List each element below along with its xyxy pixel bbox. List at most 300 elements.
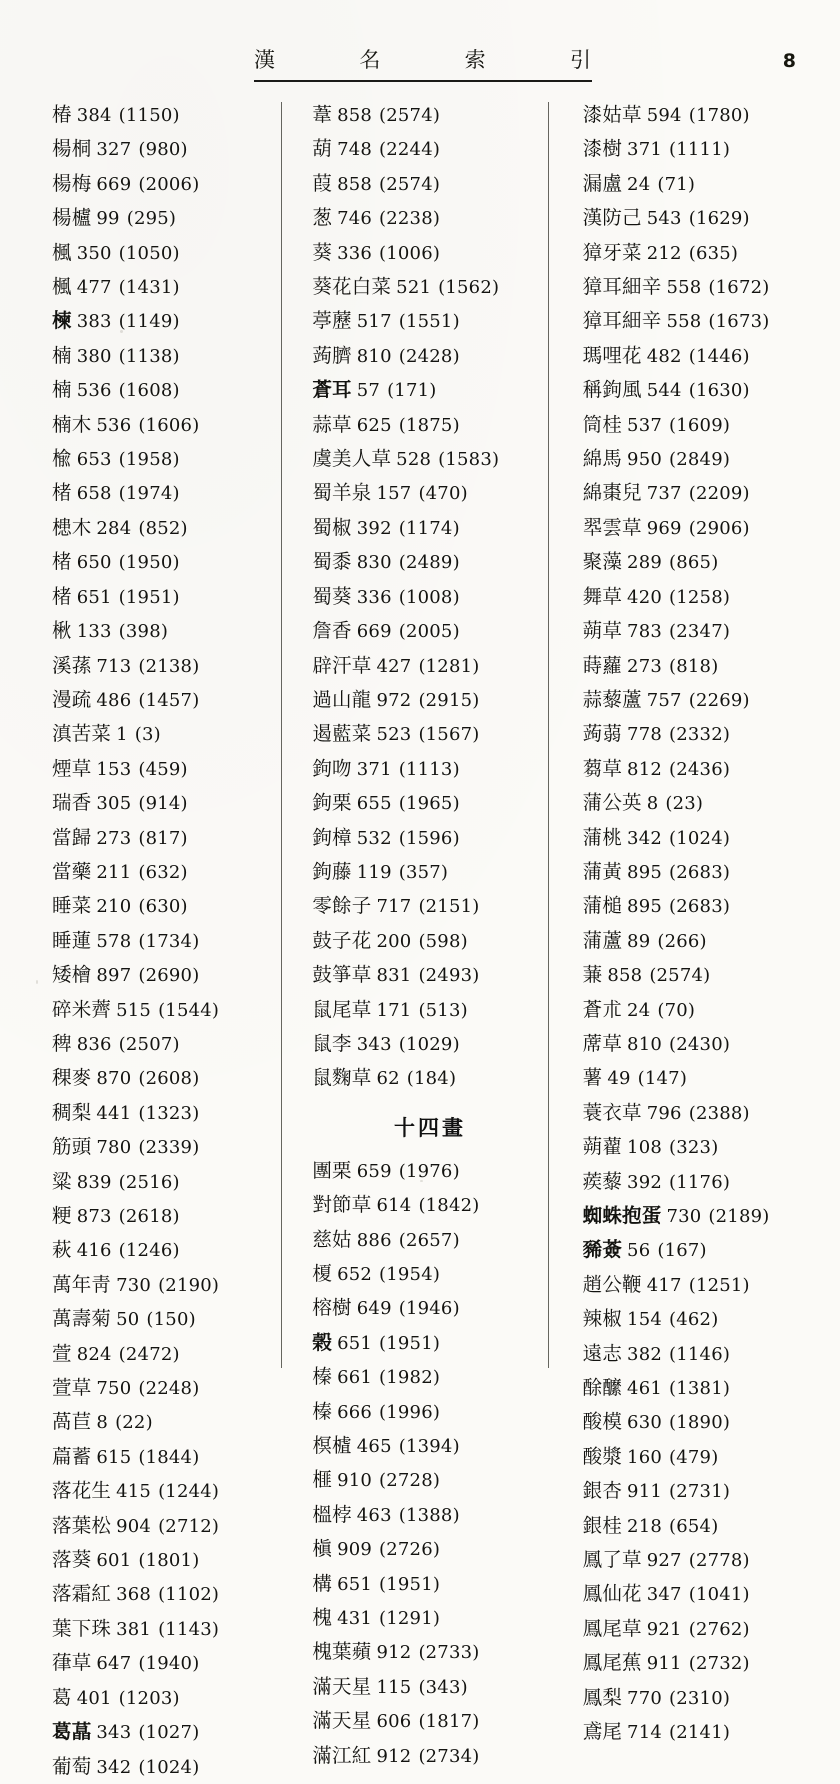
entry-reference-number: (1246): [118, 1240, 180, 1262]
index-entry: [583, 958, 814, 992]
entry-page-number: 839: [76, 1171, 112, 1193]
entry-reference-number: (1844): [138, 1446, 200, 1468]
entry-term: 構: [312, 1571, 333, 1595]
index-entry: [312, 1739, 547, 1773]
entry-reference-number: (2731): [669, 1481, 731, 1503]
entry-page-number: 904: [116, 1515, 152, 1537]
entry-term: 蒟蒻: [582, 722, 623, 746]
entry-page-number: 431: [337, 1608, 373, 1630]
entry-reference-number: (2489): [398, 552, 460, 574]
index-entry: [583, 236, 814, 270]
entry-page-number: 24: [627, 173, 651, 195]
entry-term: 蒴藋: [582, 1135, 623, 1159]
entry-page-number: 653: [76, 449, 112, 471]
entry-reference-number: (1388): [398, 1504, 460, 1526]
entry-term: 落花生: [52, 1479, 112, 1503]
index-entry: [583, 1027, 814, 1061]
entry-page-number: 606: [376, 1711, 412, 1733]
entry-page-number: 371: [356, 758, 392, 780]
entry-page-number: 342: [627, 827, 663, 849]
index-entry: [583, 132, 814, 166]
index-entry: [583, 1199, 814, 1233]
entry-page-number: 482: [646, 345, 682, 367]
entry-term: 獐耳細辛: [582, 275, 662, 299]
entry-term: 萩: [52, 1238, 72, 1262]
entry-term: 落霜紅: [52, 1582, 112, 1606]
index-entry: [583, 1440, 814, 1474]
entry-reference-number: (1457): [138, 689, 200, 711]
entry-term: 楠木: [52, 412, 92, 436]
entry-reference-number: (266): [657, 930, 707, 952]
index-entry: [312, 1463, 547, 1497]
entry-reference-number: (2733): [418, 1642, 480, 1664]
entry-term: 蜀椒: [312, 515, 352, 539]
index-column-3: [549, 98, 814, 1744]
entry-page-number: 661: [337, 1367, 373, 1389]
entry-page-number: 381: [116, 1618, 152, 1640]
index-entry: [52, 1405, 281, 1439]
index-entry: [52, 1509, 281, 1543]
entry-term: 蜀黍: [312, 550, 352, 574]
index-entry: [583, 1268, 814, 1302]
entry-page-number: 873: [76, 1206, 112, 1227]
page-header: [26, 38, 814, 84]
entry-page-number: 415: [116, 1481, 152, 1503]
entry-reference-number: (2726): [379, 1539, 441, 1561]
entry-page-number: 392: [627, 1171, 663, 1193]
entry-reference-number: (1111): [669, 139, 731, 161]
index-entry: [312, 236, 547, 270]
entry-page-number: 810: [356, 345, 392, 367]
entry-page-number: 1: [116, 724, 128, 746]
entry-term: 當藥: [52, 859, 92, 883]
entry-reference-number: (630): [138, 896, 188, 918]
entry-page-number: 630: [627, 1412, 663, 1434]
entry-reference-number: (1974): [118, 483, 180, 505]
entry-term: 滿天星: [312, 1709, 372, 1733]
entry-reference-number: (295): [126, 208, 177, 230]
index-entry: [52, 442, 281, 476]
entry-term: 鼠尾草: [312, 997, 372, 1021]
index-entry: [52, 1715, 281, 1749]
index-entry: [583, 1337, 814, 1371]
entry-reference-number: (1734): [138, 930, 200, 952]
header-char-3: 索: [464, 48, 487, 72]
entry-term: 稞麥: [52, 1066, 92, 1090]
index-entry: [583, 442, 814, 476]
entry-page-number: 8: [646, 793, 659, 815]
entry-term: 漏盧: [582, 171, 623, 195]
index-entry: [52, 683, 281, 717]
entry-term: 楸: [52, 619, 72, 643]
index-entry: [312, 821, 547, 855]
entry-reference-number: (1150): [118, 105, 180, 126]
entry-page-number: 273: [627, 655, 663, 677]
entry-page-number: 8: [96, 1412, 109, 1434]
index-entry: [583, 545, 814, 579]
index-entry: [52, 167, 281, 201]
index-entry: [583, 1543, 814, 1577]
entry-page-number: 157: [376, 483, 412, 505]
entry-page-number: 350: [76, 242, 112, 264]
entry-term: 團栗: [312, 1158, 352, 1182]
entry-page-number: 836: [76, 1033, 112, 1055]
index-entry: [583, 1612, 814, 1646]
entry-reference-number: (462): [669, 1309, 719, 1331]
entry-reference-number: (71): [657, 173, 696, 195]
entry-term: 蒜草: [312, 412, 352, 436]
index-entry: [312, 339, 547, 373]
entry-page-number: 200: [376, 930, 412, 952]
entry-reference-number: (1875): [398, 414, 460, 436]
entry-term: 萱: [52, 1341, 72, 1365]
index-entry: [52, 993, 281, 1027]
entry-term: 楓: [52, 275, 72, 299]
index-entry: [52, 1681, 281, 1715]
index-entry: [312, 1360, 547, 1394]
index-entry: [52, 614, 281, 648]
entry-reference-number: (2734): [418, 1745, 480, 1767]
entry-reference-number: (70): [657, 999, 696, 1021]
index-entry: [583, 1646, 814, 1680]
index-entry: [312, 889, 547, 923]
index-entry: [583, 614, 814, 648]
entry-term: 蒲公英: [582, 791, 642, 815]
index-entry: [312, 373, 547, 407]
entry-reference-number: (1801): [138, 1550, 200, 1572]
entry-reference-number: (2436): [669, 758, 731, 780]
entry-reference-number: (1996): [379, 1401, 441, 1423]
entry-term: 蒜藜蘆: [582, 687, 642, 711]
index-entry: [583, 717, 814, 751]
entry-term: 鳳尾蕉: [582, 1651, 642, 1675]
entry-reference-number: (357): [398, 861, 449, 883]
entry-page-number: 427: [376, 655, 412, 677]
index-entry: [52, 1302, 281, 1336]
entry-term: 榛: [312, 1399, 333, 1423]
entry-page-number: 273: [96, 827, 132, 849]
entry-term: 落葉松: [52, 1513, 112, 1537]
page-number: 8: [782, 50, 796, 72]
index-entry: [583, 1405, 814, 1439]
entry-reference-number: (914): [138, 793, 188, 815]
entry-page-number: 870: [96, 1068, 132, 1090]
entry-reference-number: (1609): [669, 414, 731, 436]
entry-reference-number: (2347): [669, 621, 731, 643]
entry-term: 楊櫨: [52, 206, 92, 230]
entry-reference-number: (1780): [688, 105, 750, 126]
index-entry: [312, 752, 547, 786]
entry-reference-number: (2608): [138, 1068, 200, 1090]
entry-term: 萹蓄: [52, 1444, 92, 1468]
entry-term: 酸漿: [582, 1444, 623, 1468]
section-heading: 十四畫: [394, 1115, 466, 1140]
entry-reference-number: (2657): [398, 1229, 460, 1251]
index-entry: [52, 1750, 281, 1784]
entry-page-number: 558: [666, 277, 702, 299]
entry-term: 葫: [312, 137, 333, 161]
entry-term: 楊梅: [52, 171, 92, 195]
entry-reference-number: (2493): [418, 965, 480, 987]
entry-page-number: 858: [607, 965, 643, 987]
entry-page-number: 89: [627, 930, 651, 952]
index-entry: [52, 786, 281, 820]
entry-term: 煙草: [52, 756, 92, 780]
index-entry: [312, 1635, 547, 1669]
entry-term: 鳳尾草: [582, 1616, 642, 1640]
entry-term: 葵: [312, 240, 333, 264]
entry-page-number: 49: [607, 1068, 631, 1090]
entry-term: 鳳了草: [582, 1548, 642, 1572]
entry-term: 漆樹: [582, 137, 623, 161]
index-entry: [583, 889, 814, 923]
entry-reference-number: (1950): [118, 552, 180, 574]
entry-term: 稠梨: [52, 1100, 92, 1124]
entry-reference-number: (343): [418, 1676, 468, 1698]
entry-term: 榧: [312, 1468, 333, 1492]
entry-term: 榖: [312, 1330, 333, 1354]
entry-term: 萬年靑: [52, 1272, 112, 1296]
entry-term: 翆雲草: [582, 515, 642, 539]
index-entry: [52, 1371, 281, 1405]
index-entry: [52, 373, 281, 407]
entry-reference-number: (23): [665, 793, 704, 815]
index-entry: [583, 1061, 814, 1095]
entry-reference-number: (2209): [688, 483, 750, 505]
entry-term: 葎草: [52, 1651, 92, 1675]
entry-page-number: 133: [76, 621, 112, 643]
index-entry: [312, 1429, 547, 1463]
index-entry: [583, 167, 814, 201]
entry-reference-number: (2332): [669, 724, 731, 746]
entry-term: 鉤吻: [312, 756, 352, 780]
entry-term: 葱: [312, 206, 333, 230]
header-title: [254, 44, 592, 74]
entry-page-number: 730: [116, 1274, 152, 1296]
entry-reference-number: (1596): [398, 827, 460, 849]
entry-page-number: 911: [646, 1653, 682, 1675]
entry-page-number: 780: [96, 1137, 132, 1159]
entry-reference-number: (184): [406, 1068, 457, 1090]
index-entry: [312, 1567, 547, 1601]
entry-reference-number: (1567): [418, 724, 480, 746]
entry-page-number: 969: [646, 517, 682, 539]
entry-page-number: 515: [116, 999, 152, 1021]
index-entry: [312, 1154, 547, 1188]
index-entry: [52, 270, 281, 304]
header-rule: [254, 80, 592, 82]
entry-reference-number: (817): [138, 827, 188, 849]
index-entry: [52, 132, 281, 166]
index-entry: [52, 1646, 281, 1680]
index-entry: [583, 270, 814, 304]
entry-term: 粳: [52, 1204, 72, 1227]
entry-page-number: 536: [96, 414, 132, 436]
entry-page-number: 210: [96, 896, 132, 918]
entry-term: 蒭草: [582, 756, 623, 780]
index-entry: [52, 580, 281, 614]
entry-reference-number: (1544): [158, 999, 220, 1021]
entry-term: 椿: [52, 103, 72, 126]
entry-term: 楝: [52, 309, 72, 333]
entry-reference-number: (2516): [118, 1171, 180, 1193]
index-column-2: [282, 98, 547, 1767]
entry-term: 蜀葵: [312, 584, 352, 608]
entry-page-number: 614: [376, 1195, 412, 1217]
entry-page-number: 416: [76, 1240, 112, 1262]
entry-page-number: 99: [96, 208, 120, 230]
entry-reference-number: (1381): [669, 1378, 731, 1400]
entry-reference-number: (1562): [438, 277, 500, 299]
entry-term: 槵木: [52, 515, 92, 539]
entry-reference-number: (1174): [398, 517, 460, 539]
entry-page-number: 289: [627, 552, 663, 574]
entry-reference-number: (1113): [398, 758, 460, 780]
entry-reference-number: (171): [387, 380, 437, 402]
entry-page-number: 831: [376, 965, 412, 987]
entry-page-number: 750: [96, 1378, 132, 1400]
entry-reference-number: (398): [118, 621, 169, 643]
entry-page-number: 57: [356, 380, 381, 402]
entry-term: 瑪哩花: [582, 343, 642, 367]
entry-page-number: 651: [337, 1573, 373, 1595]
entry-page-number: 746: [337, 208, 373, 230]
entry-page-number: 284: [96, 517, 132, 539]
entry-reference-number: (1203): [118, 1687, 180, 1709]
entry-term: 碎米薺: [52, 997, 112, 1021]
entry-reference-number: (167): [657, 1240, 707, 1262]
entry-page-number: 714: [627, 1722, 663, 1744]
entry-term: 矮檜: [52, 963, 92, 987]
index-entry: [583, 1715, 814, 1749]
index-entry: [583, 1165, 814, 1199]
entry-term: 落葵: [52, 1548, 92, 1572]
entry-term: 萱草: [52, 1376, 92, 1400]
entry-reference-number: (1041): [688, 1584, 750, 1606]
entry-reference-number: (2005): [398, 621, 460, 643]
index-entry: [583, 339, 814, 373]
entry-reference-number: (147): [637, 1068, 688, 1090]
entry-page-number: 380: [76, 345, 112, 367]
entry-term: 蓑衣草: [582, 1100, 642, 1124]
entry-page-number: 343: [96, 1722, 132, 1744]
index-entry: [583, 924, 814, 958]
entry-page-number: 912: [376, 1642, 412, 1664]
entry-term: 蒟臍: [312, 343, 352, 367]
index-entry: [312, 1498, 547, 1532]
index-entry: [583, 649, 814, 683]
entry-term: 葭: [312, 171, 333, 195]
index-entry: [52, 545, 281, 579]
entry-reference-number: (1958): [118, 449, 180, 471]
index-entry: [52, 1233, 281, 1267]
index-entry: [52, 511, 281, 545]
entry-page-number: 651: [76, 586, 112, 608]
entry-page-number: 154: [627, 1309, 663, 1331]
entry-reference-number: (1954): [379, 1264, 441, 1285]
entry-term: 榕樹: [312, 1296, 352, 1320]
index-entry: [583, 1302, 814, 1336]
entry-reference-number: (1251): [688, 1274, 750, 1296]
entry-page-number: 757: [646, 689, 682, 711]
entry-reference-number: (1673): [708, 311, 770, 333]
entry-page-number: 368: [116, 1584, 152, 1606]
entry-term: 槐: [312, 1606, 333, 1630]
entry-reference-number: (818): [669, 655, 719, 677]
entry-reference-number: (2915): [418, 689, 480, 711]
index-entry: [583, 98, 814, 132]
entry-reference-number: (2507): [118, 1033, 180, 1055]
entry-reference-number: (635): [688, 242, 739, 264]
entry-page-number: 212: [646, 242, 682, 264]
entry-reference-number: (1583): [438, 449, 500, 471]
index-entry: [52, 1061, 281, 1095]
entry-term: 鼓子花: [312, 928, 372, 952]
entry-term: 蒺藜: [582, 1169, 623, 1193]
entry-term: 薯: [582, 1066, 603, 1090]
entry-term: 鉤藤: [312, 859, 352, 883]
entry-page-number: 858: [337, 173, 373, 195]
index-entry: [583, 786, 814, 820]
entry-page-number: 160: [627, 1446, 663, 1468]
entry-reference-number: (1138): [118, 345, 180, 367]
entry-page-number: 783: [627, 621, 663, 643]
index-entry: [583, 304, 814, 338]
entry-reference-number: (2310): [669, 1687, 731, 1709]
entry-page-number: 909: [337, 1539, 373, 1561]
index-columns: [26, 98, 814, 1778]
entry-reference-number: (1281): [418, 655, 480, 677]
entry-reference-number: (1672): [708, 277, 770, 299]
entry-page-number: 420: [627, 586, 663, 608]
entry-reference-number: (1244): [158, 1481, 220, 1503]
index-entry: [312, 614, 547, 648]
entry-page-number: 342: [96, 1756, 132, 1778]
entry-term: 葡萄: [52, 1754, 92, 1778]
entry-term: 蒹: [582, 963, 603, 987]
entry-page-number: 770: [627, 1687, 663, 1709]
entry-term: 酴醿: [582, 1376, 623, 1400]
index-entry: [583, 683, 814, 717]
entry-term: 鉤樟: [312, 825, 352, 849]
entry-term: 筒桂: [582, 412, 623, 436]
entry-page-number: 717: [376, 896, 412, 918]
entry-page-number: 858: [337, 105, 373, 126]
entry-page-number: 24: [627, 999, 651, 1021]
entry-page-number: 911: [627, 1481, 663, 1503]
entry-page-number: 523: [376, 724, 412, 746]
entry-term: 漢防己: [582, 206, 642, 230]
entry-page-number: 371: [627, 139, 663, 161]
entry-reference-number: (1890): [669, 1412, 731, 1434]
entry-reference-number: (1258): [669, 586, 731, 608]
index-entry: [52, 821, 281, 855]
index-entry: [312, 993, 547, 1027]
entry-term: 楠: [52, 343, 72, 367]
entry-reference-number: (1817): [418, 1711, 480, 1733]
entry-reference-number: (632): [138, 861, 188, 883]
entry-reference-number: (598): [418, 930, 468, 952]
entry-term: 葛: [52, 1685, 72, 1709]
entry-page-number: 336: [337, 242, 373, 264]
entry-term: 槐葉蘋: [312, 1640, 372, 1664]
entry-term: 虞美人草: [312, 447, 392, 471]
entry-reference-number: (323): [669, 1137, 719, 1159]
entry-term: 溪蓀: [52, 653, 92, 677]
entry-term: 獐牙菜: [582, 240, 642, 264]
entry-term: 鼠李: [312, 1031, 352, 1055]
entry-reference-number: (1149): [118, 311, 180, 333]
